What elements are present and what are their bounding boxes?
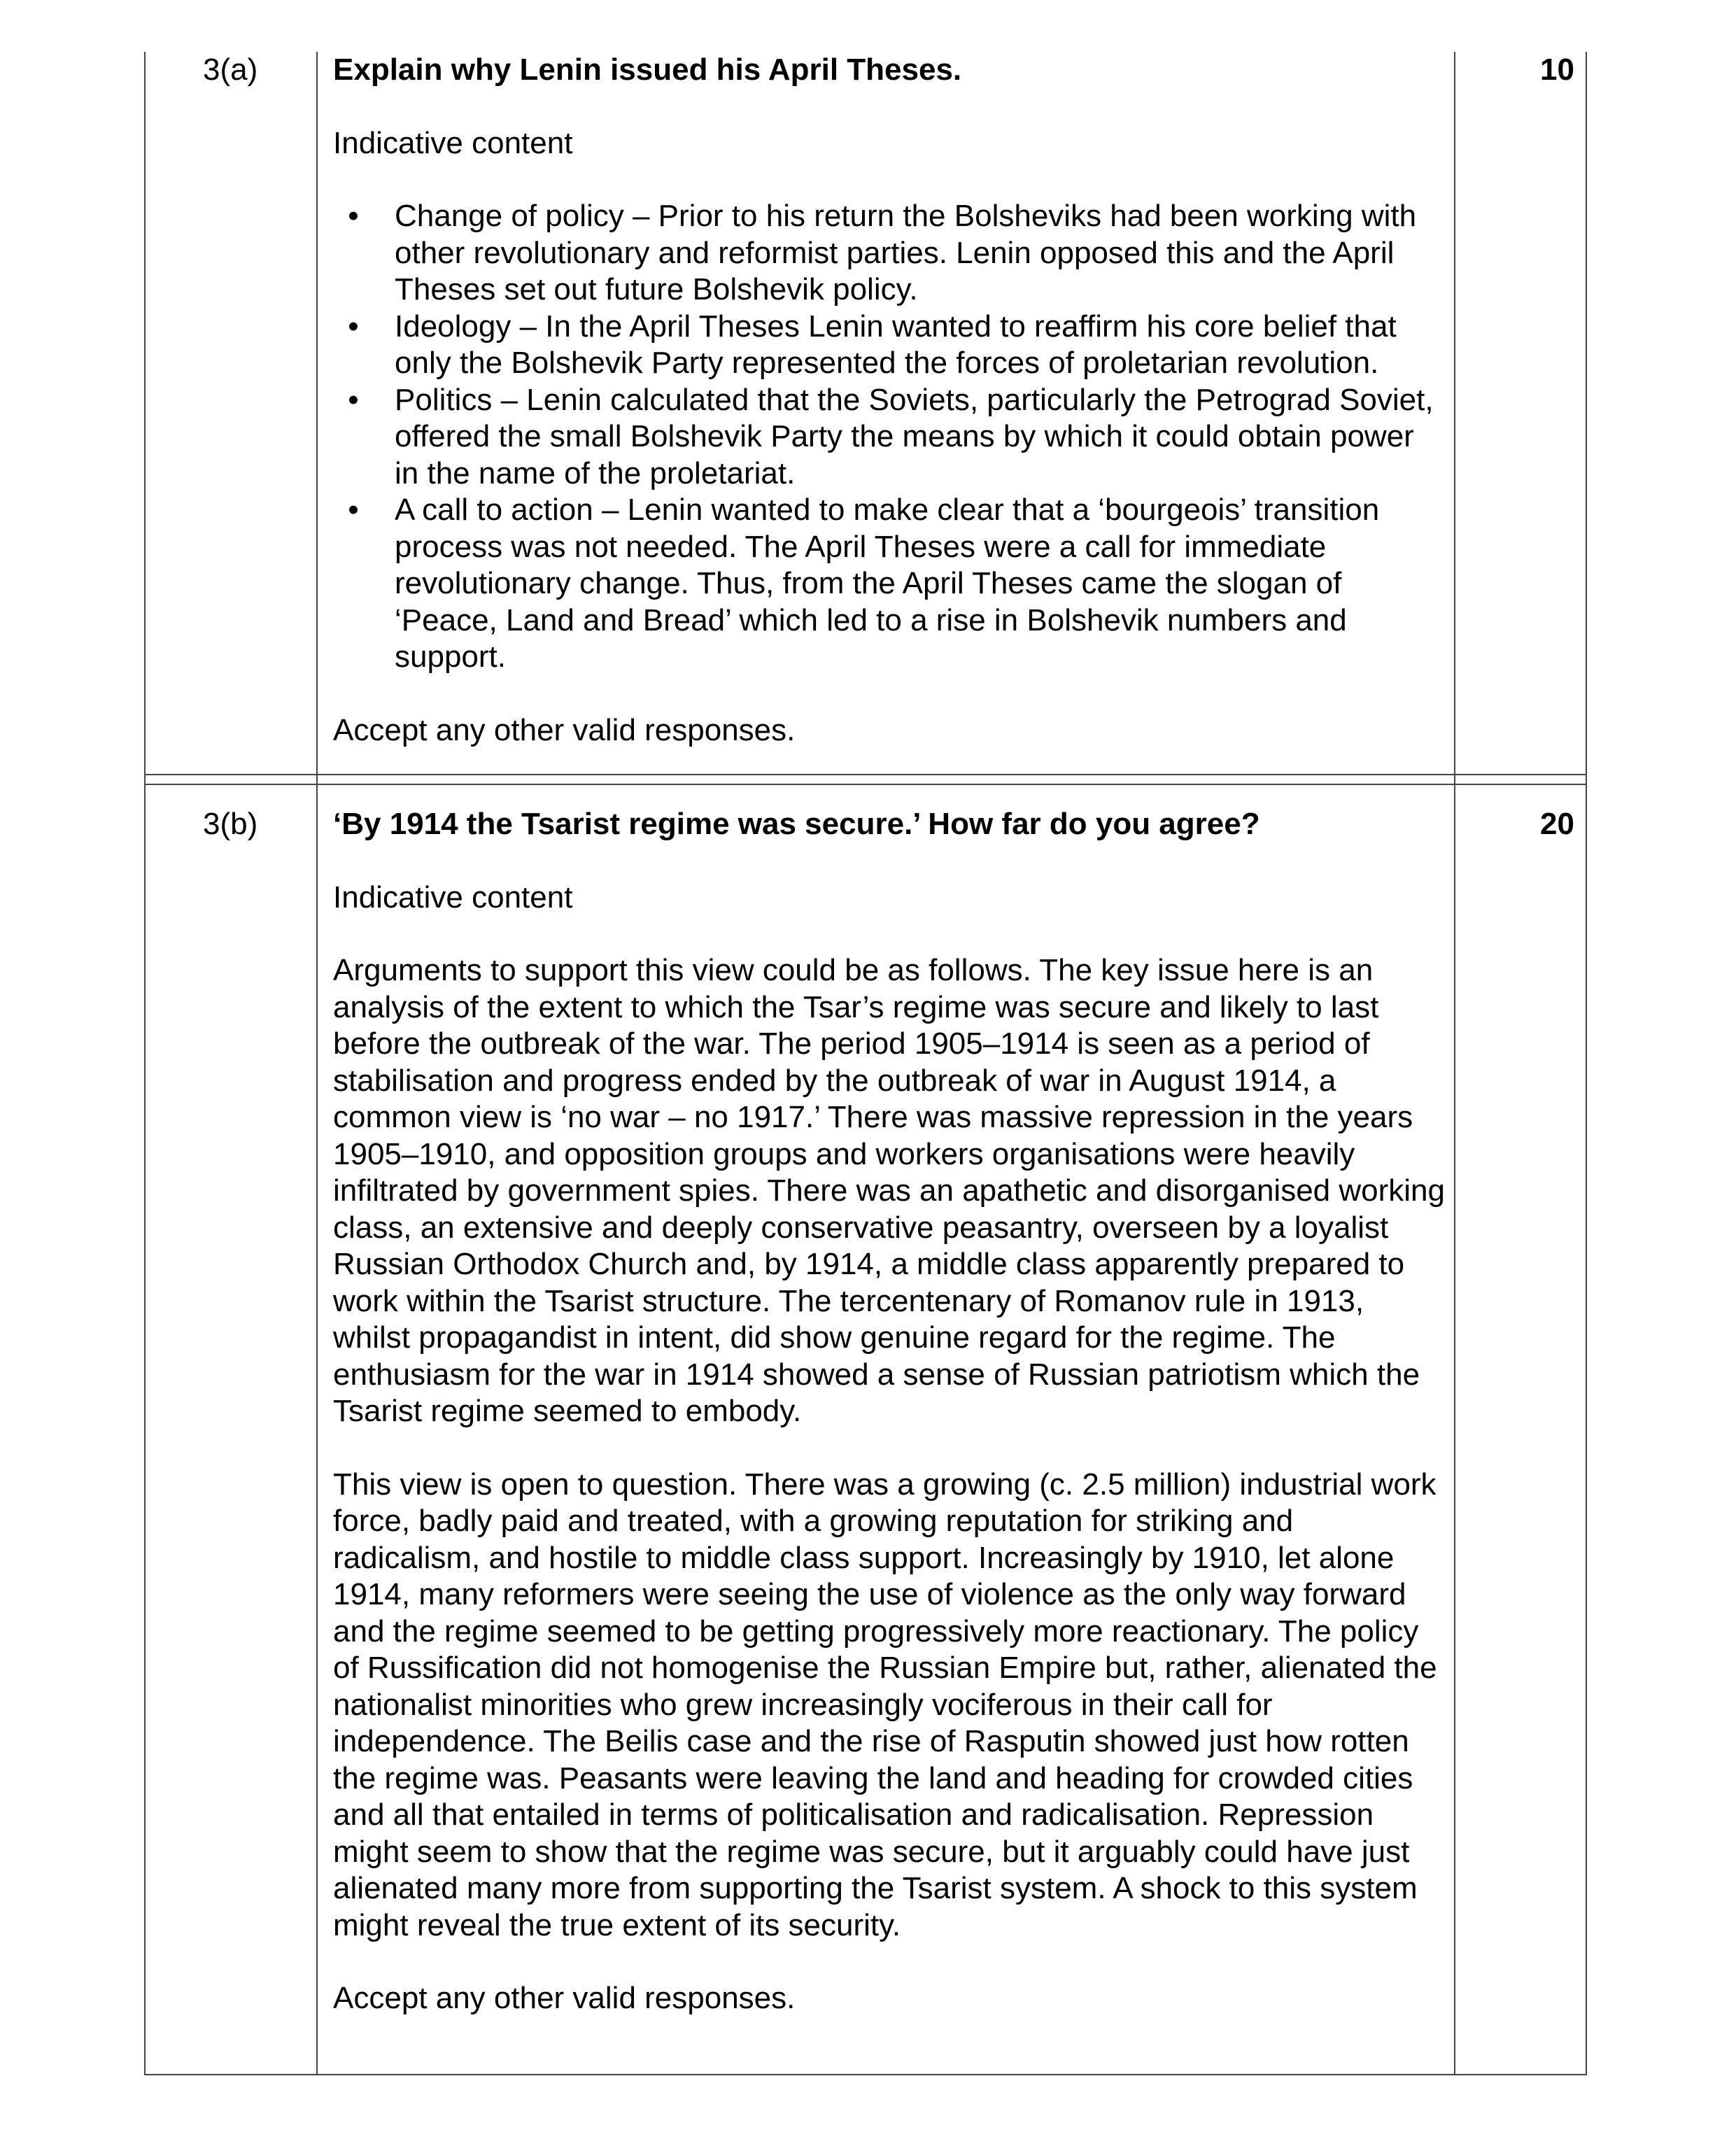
- marks-value: 20: [1540, 807, 1574, 841]
- list-item-text: Change of policy – Prior to his return the Bolsheviks had been working with other revolutionary and reformist parties. Lenin opposed this and the April Theses set out future Bolshevik policy.: [395, 199, 1417, 306]
- table-bottom-border: [144, 2074, 1587, 2075]
- question-number: 3(b): [203, 807, 258, 841]
- list-item: [333, 382, 1446, 493]
- column-divider-marks: [1454, 52, 1455, 2075]
- closing-note: Accept any other valid responses.: [333, 712, 796, 747]
- bullet-list: [333, 198, 1446, 676]
- list-item-text: Politics – Lenin calculated that the Soviets, particularly the Petrograd Soviet, offered the small Bolshevik Party the means by which it could obtain power in the name of the proletariat.: [395, 382, 1434, 490]
- list-item: [333, 492, 1446, 676]
- bullet-icon: •: [348, 309, 359, 344]
- paragraph: Arguments to support this view could be as follows. The key issue here is an analysis of the extent to which the Tsar’s regime was secure and likely to last before the outbreak of the war. The period 1905–1914 is seen as a period of stabilisation and progress ended by the outbreak of war in August 1914, a common view is ‘no war – no 1917.’ There was massive repression in the years 1905–1910, and opposition groups and workers organisations were heavily infiltrated by government spies. There was an apathetic and disorganised working class, an extensive and deeply conservative peasantry, overseen by a loyalist Russian Orthodox Church and, by 1914, a middle class apparently prepared to work within the Tsarist structure. The tercentenary of Romanov rule in 1913, whilst propagandist in intent, did show genuine regard for the regime. The enthusiasm for the war in 1914 showed a sense of Russian patriotism which the Tsarist regime seemed to embody.: [333, 953, 1445, 1428]
- subheading: Indicative content: [333, 125, 573, 160]
- table-left-border: [144, 52, 146, 2075]
- bullet-icon: •: [348, 382, 359, 417]
- question-title: ‘By 1914 the Tsarist regime was secure.’ How far do you agree?: [333, 807, 1260, 841]
- list-item-text: Ideology – In the April Theses Lenin wanted to reaffirm his core belief that only the Bolshevik Party represented the forces of proletarian revolution.: [395, 309, 1397, 380]
- subheading: Indicative content: [333, 880, 573, 915]
- question-title: Explain why Lenin issued his April Theses.: [333, 52, 962, 87]
- row-divider-top: [144, 774, 1587, 775]
- column-divider-number: [316, 52, 318, 2075]
- list-item-text: A call to action – Lenin wanted to make clear that a ‘bourgeois’ transition process was not needed. The April Theses were a call for immediate revolutionary change. Thus, from the April Theses came the slogan of ‘Peace, Land and Bread’ which led to a rise in Bolshevik numbers and support.: [395, 493, 1380, 674]
- bullet-icon: •: [348, 493, 359, 527]
- list-item: [333, 309, 1446, 382]
- question-content: [333, 806, 1446, 2017]
- paragraph: This view is open to question. There was a growing (c. 2.5 million) industrial work force, badly paid and treated, with a growing reputation for striking and radicalism, and hostile to middle class support. Increasingly by 1910, let alone 1914, many reformers were seeing the use of violence as the only way forward and the regime seemed to be getting progressively more reactionary. The policy of Russification did not homogenise the Russian Empire but, rather, alienated the nationalist minorities who grew increasingly vociferous in their call for independence. The Beilis case and the rise of Rasputin showed just how rotten the regime was. Peasants were leaving the land and heading for crowded cities and all that entailed in terms of politicalisation and radicalisation. Repression might seem to show that the regime was secure, but it arguably could have just alienated many more from supporting the Tsarist system. A shock to this system might reveal the true extent of its security.: [333, 1467, 1437, 1942]
- question-content: [333, 52, 1446, 749]
- marks-value: 10: [1540, 52, 1574, 87]
- closing-note: Accept any other valid responses.: [333, 1981, 796, 2015]
- row-divider-bottom: [144, 784, 1587, 785]
- bullet-icon: •: [348, 199, 359, 233]
- question-number: 3(a): [203, 52, 258, 87]
- list-item: [333, 198, 1446, 309]
- table-right-border: [1586, 52, 1587, 2075]
